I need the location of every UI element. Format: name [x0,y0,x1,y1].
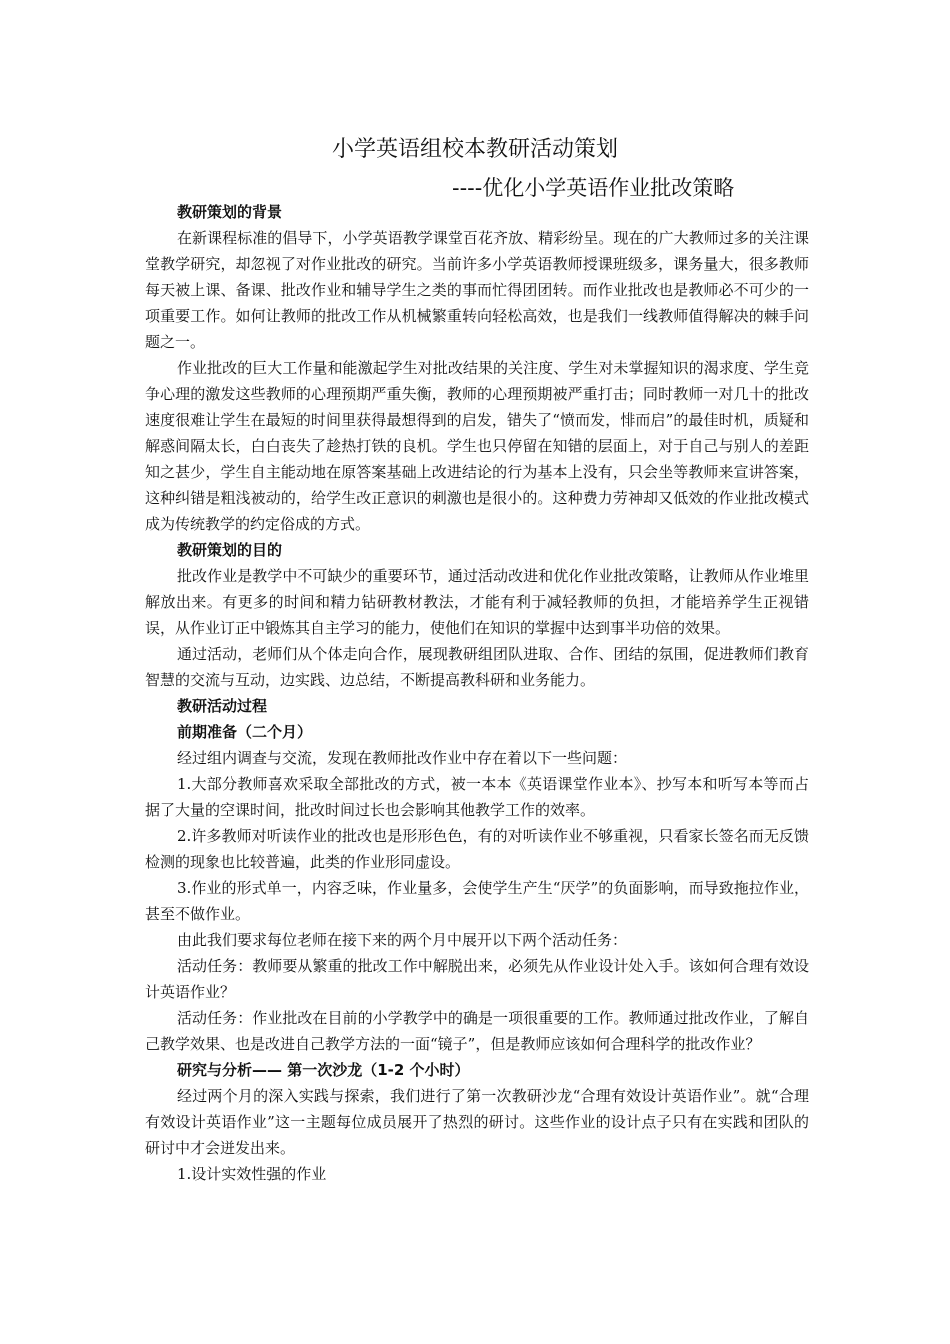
document-subtitle: ----优化小学英语作业批改策略 [452,176,735,200]
paragraph: 在新课程标准的倡导下，小学英语教学课堂百花齐放、精彩纷呈。现在的广大教师过多的关注课堂教学研究，却忽视了对作业批改的研究。当前许多小学英语教师授课班级多，课务量大，很多教师每天被上课、备课、批改作业和辅导学生之类的事而忙得团团转。而作业批改也是教师必不可少的一项重要工作。如何让教师的批改工作从机械繁重转向轻松高效，也是我们一线教师值得解决的棘手问题之一。 [145,229,809,351]
section-heading-purpose: 教研策划的目的 [177,541,283,559]
section-heading-process: 教研活动过程 [177,697,268,715]
paragraph: 经过组内调查与交流，发现在教师批改作业中存在着以下一些问题： [177,749,628,767]
list-item: 1.大部分教师喜欢采取全部批改的方式，被一本本《英语课堂作业本》、抄写本和听写本等而占据了大量的空课时间，批改时间过长也会影响其他教学工作的效率。 [145,775,809,819]
paragraph: 通过活动，老师们从个体走向合作，展现教研组团队进取、合作、团结的氛围，促进教师们教育智慧的交流与互动，边实践、边总结，不断提高教科研和业务能力。 [145,645,809,689]
document-body [145,199,809,1187]
list-item: 2.许多教师对听读作业的批改也是形形色色，有的对听读作业不够重视，只看家长签名而无反馈检测的现象也比较普遍，此类的作业形同虚设。 [145,827,809,871]
list-item: 1.设计实效性强的作业 [177,1165,327,1183]
subsection-heading-prep: 前期准备（二个月） [177,723,313,741]
document-title: 小学英语组校本教研活动策划 [331,137,618,162]
section-heading-background: 教研策划的背景 [177,203,283,221]
paragraph: 经过两个月的深入实践与探索，我们进行了第一次教研沙龙“合理有效设计英语作业”。就“合理有效设计英语作业”这一主题每位成员展开了热烈的研讨。这些作业的设计点子只有在实践和团队的研讨中才会迸发出来。 [145,1087,809,1157]
list-item: 3.作业的形式单一，内容乏味，作业量多，会使学生产生“厌学”的负面影响，而导致拖拉作业，甚至不做作业。 [145,879,809,923]
paragraph: 批改作业是教学中不可缺少的重要环节，通过活动改进和优化作业批改策略，让教师从作业堆里解放出来。有更多的时间和精力钻研教材教法，才能有利于减轻教师的负担，才能培养学生正视错误，从作业订正中锻炼其自主学习的能力，使他们在知识的掌握中达到事半功倍的效果。 [145,567,809,637]
subsection-heading-research: 研究与分析—— 第一次沙龙（1-2 个小时） [177,1061,470,1079]
paragraph: 作业批改的巨大工作量和能激起学生对批改结果的关注度、学生对未掌握知识的渴求度、学生竞争心理的激发这些教师的心理预期严重失衡，教师的心理预期被严重打击；同时教师一对几十的批改速度很难让学生在最短的时间里获得最想得到的启发，错失了“愤而发，悱而启”的最佳时机，质疑和解惑间隔太长，白白丧失了趁热打铁的良机。学生也只停留在知错的层面上，对于自己与别人的差距知之甚少，学生自主能动地在原答案基础上改进结论的行为基本上没有，只会坐等教师来宣讲答案，这种纠错是粗浅被动的，给学生改正意识的刺激也是很小的。这种费力劳神却又低效的作业批改模式成为传统教学的约定俗成的方式。 [145,359,809,533]
task-item: 活动任务：作业批改在目前的小学教学中的确是一项很重要的工作。教师通过批改作业，了解自己教学效果、也是改进自己教学方法的一面“镜子”，但是教师应该如何合理科学的批改作业？ [145,1009,809,1053]
task-item: 活动任务：教师要从繁重的批改工作中解脱出来，必须先从作业设计处入手。该如何合理有效设计英语作业？ [145,957,809,1001]
paragraph: 由此我们要求每位老师在接下来的两个月中展开以下两个活动任务： [177,931,628,949]
